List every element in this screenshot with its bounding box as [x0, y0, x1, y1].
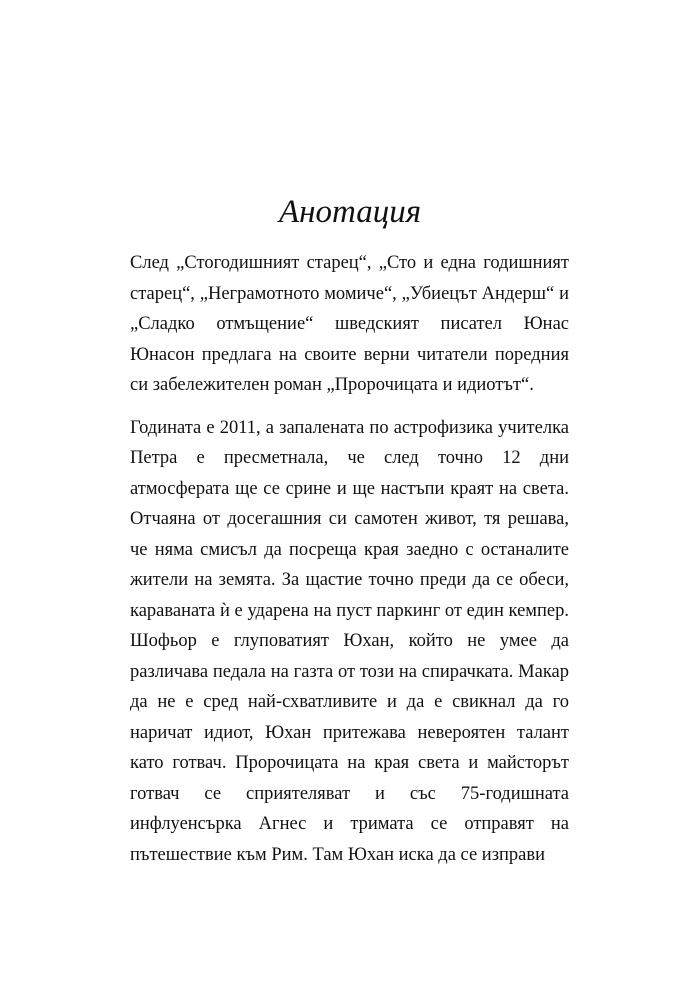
annotation-body: [130, 248, 569, 870]
paragraph-plot: Годината е 2011, а запалената по астрофизика учителка Петра е пресметнала, че след точно 12 дни атмосферата ще се срине и ще настъпи краят на света. Отчаяна от досегашния си самотен живот, тя решава, че няма смисъл да посреща края заедно с останалите жители на земята. За щастие точно преди да се обеси, караваната ѝ е ударена на пуст паркинг от един кемпер. Шофьор е глуповатият Юхан, който не умее да различава педала на газта от този на спирачката. Макар да не е сред най-схватливите и да е свикнал да го наричат идиот, Юхан притежава невероятен талант като готвач. Пророчицата на края света и майсторът готвач се сприятеляват и със 75-годишната инфлуенсърка Агнес и тримата се отправят на пътешествие към Рим. Там Юхан иска да се изправи: [130, 417, 569, 865]
paragraph-intro: След „Стогодишният старец“, „Сто и една годишният старец“, „Неграмотното момиче“, „Убиецът Андерш“ и „Сладко отмъщение“ шведският писател Юнас Юнасон предлага на своите верни читатели поредния си забележителен роман „Пророчицата и идиотът“.: [130, 253, 569, 395]
page-title: Анотация: [278, 194, 422, 230]
